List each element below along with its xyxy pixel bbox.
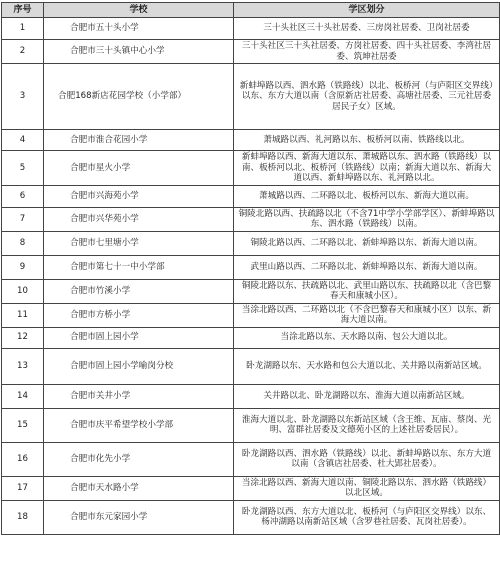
- row-no: 6: [2, 185, 44, 207]
- row-district: 卧龙湖路以西、泗水路（铁路线）以北、新蚌埠路以东、东方大道以南（含镇店社居委、杜大郢社居委）。: [234, 442, 500, 476]
- row-district: 新蚌埠路以西、新海大道以东、萧城路以东、泗水路（铁路线）以南、板桥河以北、板桥河（铁路线）以南；新海大道以东、新海大道以西、新蚌埠路以东、礼河路以北。: [234, 151, 500, 186]
- row-school: 合肥168新店花园学校（小学部）: [44, 64, 234, 130]
- table-row: [2, 348, 500, 384]
- table-row: [2, 40, 500, 64]
- row-school: 合肥市兴海苑小学: [44, 185, 234, 207]
- row-school: 合肥市兴华苑小学: [44, 207, 234, 231]
- table-row: [2, 231, 500, 255]
- row-no: 7: [2, 207, 44, 231]
- row-district: 铜陵北路以西、二环路以北、新蚌埠路以东、新海大道以南。: [234, 231, 500, 255]
- table-row: [2, 207, 500, 231]
- row-no: 18: [2, 500, 44, 534]
- table-row: [2, 151, 500, 186]
- table-row: [2, 18, 500, 40]
- row-no: 17: [2, 476, 44, 500]
- row-school: 合肥市五十头小学: [44, 18, 234, 40]
- table-header-row: [2, 3, 500, 18]
- row-school: 合肥市天水路小学: [44, 476, 234, 500]
- row-no: 4: [2, 130, 44, 151]
- row-school: 合肥市三十头镇中心小学: [44, 40, 234, 64]
- row-district: 当涂北路以东、天水路以南、包公大道以北。: [234, 327, 500, 348]
- table-row: [2, 64, 500, 130]
- row-no: 14: [2, 384, 44, 408]
- row-district: 关井路以北、卧龙湖路以东、淮海大道以南新站区域。: [234, 384, 500, 408]
- header-district: 学区划分: [234, 3, 500, 18]
- row-school: 合肥市固上园小学喻岗分校: [44, 348, 234, 384]
- row-school: 合肥市竹溪小学: [44, 279, 234, 303]
- table-row: [2, 476, 500, 500]
- table-row: [2, 303, 500, 327]
- header-no: 序号: [2, 3, 44, 18]
- row-school: 合肥市化先小学: [44, 442, 234, 476]
- row-no: 5: [2, 151, 44, 186]
- row-district: 萧城路以西、礼河路以东、板桥河以南、铁路线以北。: [234, 130, 500, 151]
- row-no: 9: [2, 255, 44, 279]
- row-district: 三十头社区三十头社居委、方岗社居委、四十头社居委、李湾社居委、筑坤社居委: [234, 40, 500, 64]
- row-school: 合肥市淮合花园小学: [44, 130, 234, 151]
- row-district: 武里山路以西、二环路以北、新蚌埠路以东、新海大道以南。: [234, 255, 500, 279]
- row-school: 合肥市关井小学: [44, 384, 234, 408]
- school-district-table: [1, 2, 500, 535]
- row-district: 铜陵北路以东、扶疏路以北、武里山路以东、扶疏路以北（含巴黎春天和康城小区）。: [234, 279, 500, 303]
- table-row: [2, 384, 500, 408]
- table-row: [2, 185, 500, 207]
- row-district: 当涂北路以西、新海大道以南、铜陵北路以东、泗水路（铁路线）以北区域。: [234, 476, 500, 500]
- row-no: 16: [2, 442, 44, 476]
- row-district: 新蚌埠路以西、泗水路（铁路线）以北、板桥河（与庐阳区交界线）以东、东方大道以南（含原新店社居委、高塘社居委、三元社居委居民子女）区域。: [234, 64, 500, 130]
- row-no: 2: [2, 40, 44, 64]
- row-district: 卧龙湖路以东、天水路和包公大道以北、关井路以南新站区域。: [234, 348, 500, 384]
- row-district: 卧龙湖路以西、东方大道以北、板桥河（与庐阳区交界线）以东、杨冲湖路以南新站区域（含罗巷社居委、瓦岗社居委）。: [234, 500, 500, 534]
- table-row: [2, 130, 500, 151]
- row-no: 13: [2, 348, 44, 384]
- table-row: [2, 327, 500, 348]
- row-school: 合肥市东元家园小学: [44, 500, 234, 534]
- row-no: 11: [2, 303, 44, 327]
- row-district: 淮海大道以北、卧龙湖路以东新站区域（含王维、瓦庙、蔡岗、光明、富群社居委及文德苑小区的上述社居委居民）。: [234, 408, 500, 442]
- row-school: 合肥市固上园小学: [44, 327, 234, 348]
- table-row: [2, 500, 500, 534]
- row-district: 铜陵北路以西、扶疏路以北（不含71中学小学部学区）、新蚌埠路以东、泗水路（铁路线）以南。: [234, 207, 500, 231]
- row-no: 1: [2, 18, 44, 40]
- row-school: 合肥市庆平希望学校小学部: [44, 408, 234, 442]
- row-district: 当涂北路以西、二环路以北（不含巴黎春天和康城小区）以东、新海大道以南。: [234, 303, 500, 327]
- row-district: 三十头社区三十头社居委、三房岗社居委、卫岗社居委: [234, 18, 500, 40]
- row-school: 合肥市方桥小学: [44, 303, 234, 327]
- table-row: [2, 408, 500, 442]
- row-no: 3: [2, 64, 44, 130]
- row-school: 合肥市星火小学: [44, 151, 234, 186]
- row-no: 8: [2, 231, 44, 255]
- row-no: 15: [2, 408, 44, 442]
- row-no: 10: [2, 279, 44, 303]
- header-school: 学校: [44, 3, 234, 18]
- table-row: [2, 442, 500, 476]
- table-row: [2, 279, 500, 303]
- row-school: 合肥市第七十一中小学部: [44, 255, 234, 279]
- row-school: 合肥市七里塘小学: [44, 231, 234, 255]
- row-no: 12: [2, 327, 44, 348]
- table-row: [2, 255, 500, 279]
- row-district: 萧城路以西、二环路以北、板桥河以东、新海大道以南。: [234, 185, 500, 207]
